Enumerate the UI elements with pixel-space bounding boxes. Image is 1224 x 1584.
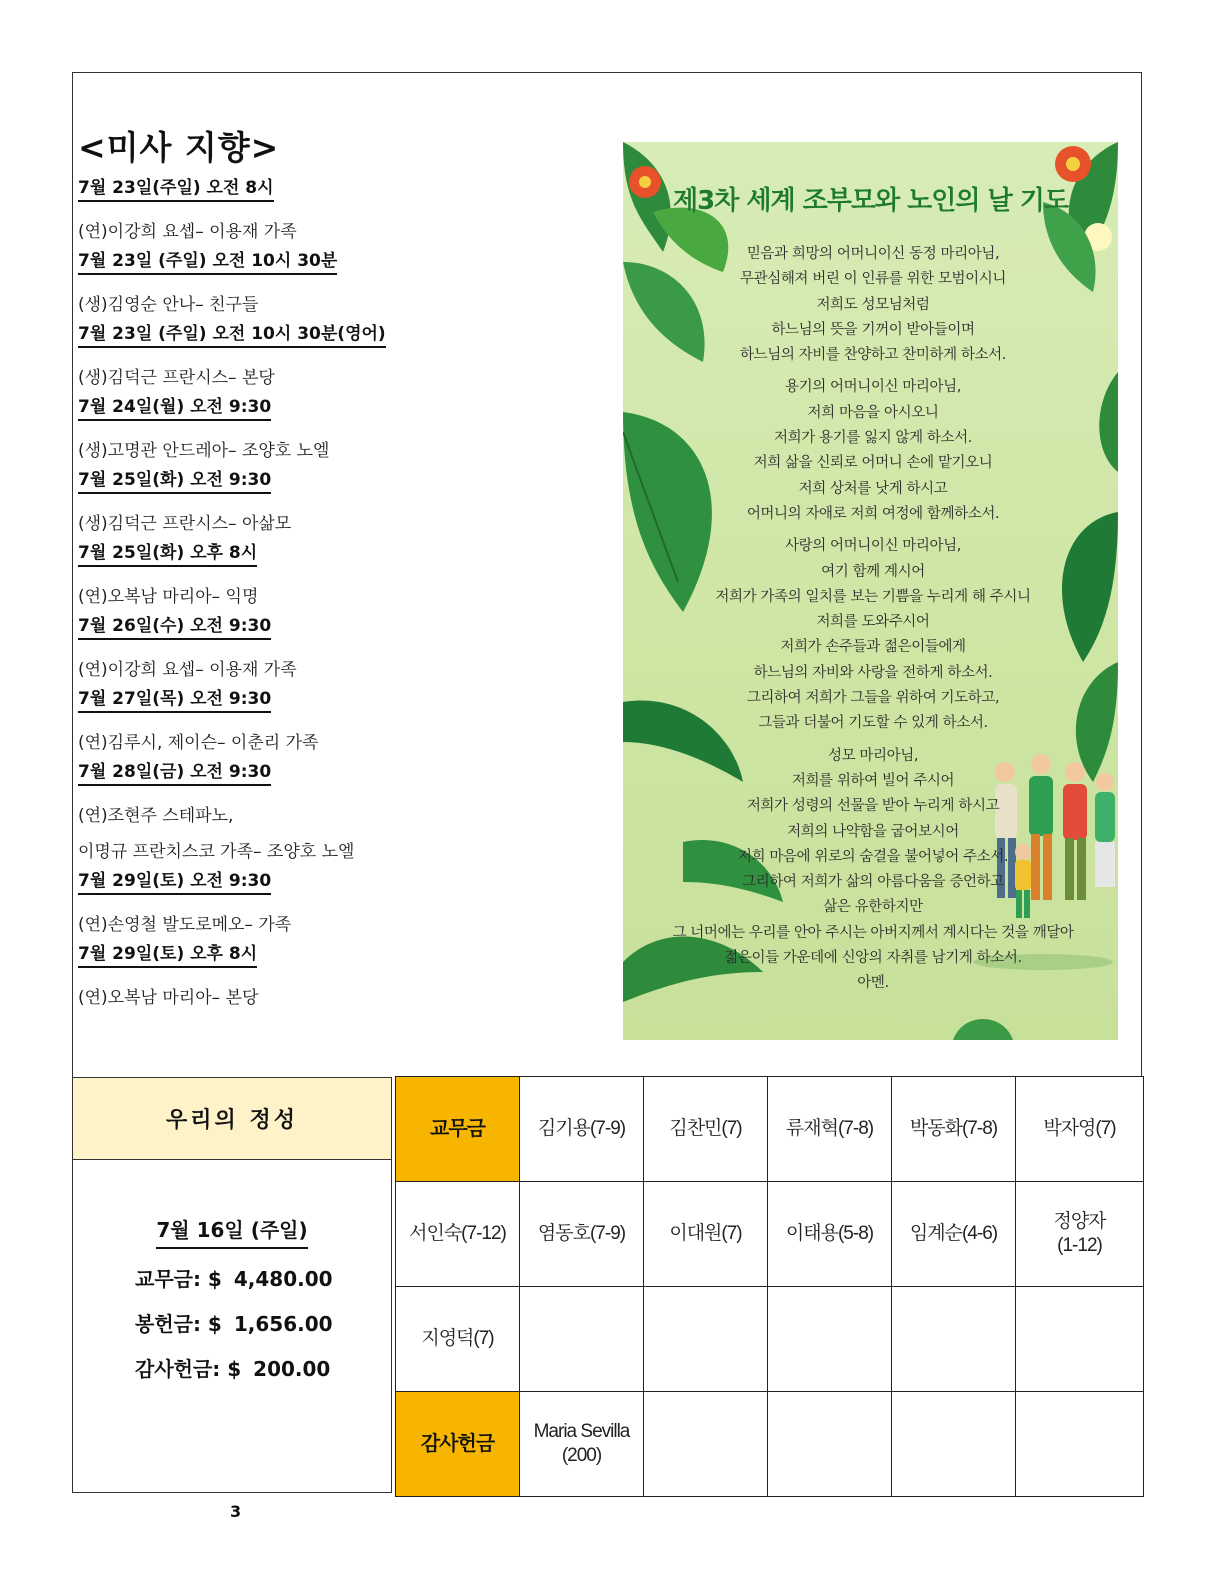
page-number: 3 [230,1502,242,1521]
prayer-line: 저희가 가족의 일치를 보는 기쁨을 누리게 해 주시니 [715,588,1031,605]
mass-date: 7월 25일(화) 오후 8시 [78,541,257,567]
donor-cell: 김찬민(7) [644,1077,768,1182]
mass-intention-text: (생)김영순 안나– 친구들 [78,295,259,315]
mass-intentions-list [78,176,598,1015]
offering-amount-value: 200.00 [253,1357,331,1381]
prayer-line: 하느님의 자비를 찬양하고 찬미하게 하소서. [740,347,1006,364]
prayer-line: 저희도 성모님처럼 [816,296,930,313]
donor-category-label: 교무금 [396,1077,520,1182]
mass-date: 7월 26일(수) 오전 9:30 [78,614,271,640]
offering-amount-2 [135,1353,391,1382]
mass-intention-text: (생)고명관 안드레아– 조양호 노엘 [78,441,330,461]
mass-intention-text: 이명규 프란치스코 가족– 조양호 노엘 [78,842,355,862]
prayer-line: 저희 삶을 신뢰로 어머니 손에 맡기오니 [753,455,993,472]
mass-intention-text: (생)김덕근 프란시스– 아삶모 [78,514,292,534]
poster-prayer-text [663,242,1083,1004]
mass-date: 7월 27일(목) 오전 9:30 [78,687,271,713]
prayer-line: 저희가 성령의 선물을 받아 누리게 하시고 [746,798,1000,815]
mass-date-row [78,687,598,724]
mass-date: 7월 23일 (주일) 오전 10시 30분(영어) [78,322,386,348]
prayer-line: 저희를 위하여 빌어 주시어 [791,772,955,789]
mass-date-row [78,614,598,651]
prayer-stanza [663,534,1083,736]
prayer-line: 여기 함께 계시어 [821,563,925,580]
offering-amount-label: 봉헌금: $ [135,1312,222,1336]
prayer-stanza [663,375,1083,527]
mass-date-row [78,760,598,797]
prayer-line: 하느님의 자비와 사랑을 전하게 하소서. [753,664,993,681]
prayer-poster [623,142,1118,1040]
prayer-line: 삶은 유한하지만 [823,899,923,916]
offering-amount-label: 감사헌금: $ [135,1357,242,1381]
mass-date-row [78,322,598,359]
donor-cell: 염동호(7-9) [520,1182,644,1287]
mass-date: 7월 29일(토) 오후 8시 [78,942,257,968]
prayer-line: 그리하여 저희가 그들을 위하여 기도하고, [746,690,1000,707]
donor-grid-row [396,1287,1144,1392]
prayer-line: 그 너머에는 우리를 안아 주시는 아버지께서 계시다는 것을 깨달아 [672,924,1074,941]
prayer-stanza [663,242,1083,368]
prayer-line: 아멘. [857,975,889,992]
prayer-line: 그리하여 저희가 삶의 아름다움을 증언하고 [742,874,1004,891]
offering-amount-0 [135,1263,391,1292]
donor-cell: 이대원(7) [644,1182,768,1287]
donor-cell: 김기용(7-9) [520,1077,644,1182]
mass-date-row [78,249,598,286]
prayer-line: 저희의 나약함을 굽어보시어 [787,823,959,840]
donor-cell: Maria Sevilla (200) [520,1392,644,1497]
prayer-line: 저희가 손주들과 젊은이들에게 [780,639,966,656]
prayer-line: 하느님의 뜻을 기꺼이 받아들이며 [771,321,975,338]
donor-cell [892,1287,1016,1392]
prayer-line: 성모 마리아님, [827,747,919,764]
prayer-line: 그들과 더불어 기도할 수 있게 하소서. [758,715,988,732]
donor-cell [768,1392,892,1497]
donor-cell [1016,1287,1144,1392]
prayer-line: 용기의 어머니이신 마리아님, [785,379,961,396]
donor-cell: 이태용(5-8) [768,1182,892,1287]
donor-grid-row [396,1392,1144,1497]
prayer-line: 어머니의 자애로 저희 여정에 함께하소서. [746,505,1000,522]
donor-cell [520,1287,644,1392]
prayer-line: 저희 상처를 낫게 하시고 [798,480,948,497]
donor-cell [644,1392,768,1497]
offering-heading: 우리의 정성 [73,1078,391,1160]
mass-date-row [78,942,598,979]
donor-cell: 정양자 (1-12) [1016,1182,1144,1287]
prayer-line: 사랑의 어머니이신 마리아님, [785,538,961,555]
offering-amount-value: 1,656.00 [233,1312,333,1336]
donor-cell: 박자영(7) [1016,1077,1144,1182]
mass-intention-text: (연)조현주 스테파노, [78,806,234,826]
mass-date: 7월 29일(토) 오전 9:30 [78,869,271,895]
donor-cell: 박동화(7-8) [892,1077,1016,1182]
mass-intention-text: (연)오복남 마리아– 익명 [78,587,259,607]
mass-date: 7월 28일(금) 오전 9:30 [78,760,271,786]
prayer-line: 젊은이들 가운데에 신앙의 자취를 남기게 하소서. [724,950,1022,967]
prayer-line: 저희가 용기를 잃지 않게 하소서. [774,430,972,447]
mass-date-row [78,468,598,505]
prayer-line: 저희 마음을 아시오니 [807,404,939,421]
donor-grid [395,1076,1144,1497]
mass-date-row [78,176,598,213]
mass-date: 7월 25일(화) 오전 9:30 [78,468,271,494]
prayer-line: 저희를 도와주시어 [816,614,930,631]
prayer-line: 무관심해져 버린 이 인류를 위한 모범이시니 [740,271,1006,288]
offering-amount-value: 4,480.00 [233,1267,333,1291]
prayer-line: 저희 마음에 위로의 숨결을 불어넣어 주소서. [737,848,1009,865]
mass-date-row [78,869,598,906]
offering-amount-1 [135,1308,391,1337]
prayer-line: 믿음과 희망의 어머니이신 동정 마리아님, [746,246,1000,262]
poster-title: 제3차 세계 조부모와 노인의 날 기도 [673,186,1068,216]
mass-intention-text: (연)오복남 마리아– 본당 [78,988,259,1008]
offering-date: 7월 16일 (주일) [73,1214,391,1249]
donor-cell: 서인숙(7-12) [396,1182,520,1287]
mass-date: 7월 24일(월) 오전 9:30 [78,395,271,421]
mass-date: 7월 23일 (주일) 오전 10시 30분 [78,249,337,275]
mass-intention-text: (연)이강희 요셉– 이용재 가족 [78,222,297,242]
mass-intention-text: (생)김덕근 프란시스– 본당 [78,368,275,388]
mass-intention-text: (연)김루시, 제이슨– 이춘리 가족 [78,733,319,753]
donor-cell: 지영덕(7) [396,1287,520,1392]
donor-cell [644,1287,768,1392]
donor-cell [768,1287,892,1392]
donor-grid-row [396,1182,1144,1287]
mass-intention-text: (연)손영철 발도로메오– 가족 [78,915,292,935]
donor-grid-row [396,1077,1144,1182]
offering-summary-box [72,1077,392,1493]
offering-amount-label: 교무금: $ [135,1267,222,1291]
mass-date-row [78,541,598,578]
donor-category-label: 감사헌금 [396,1392,520,1497]
donor-cell: 임계순(4-6) [892,1182,1016,1287]
mass-intentions-title: <미사 지향> [78,128,280,167]
mass-date-row [78,395,598,432]
donor-cell [1016,1392,1144,1497]
mass-intention-text: (연)이강희 요셉– 이용재 가족 [78,660,297,680]
mass-date: 7월 23일(주일) 오전 8시 [78,176,274,202]
donor-cell [892,1392,1016,1497]
prayer-stanza [663,744,1083,997]
donor-cell: 류재혁(7-8) [768,1077,892,1182]
